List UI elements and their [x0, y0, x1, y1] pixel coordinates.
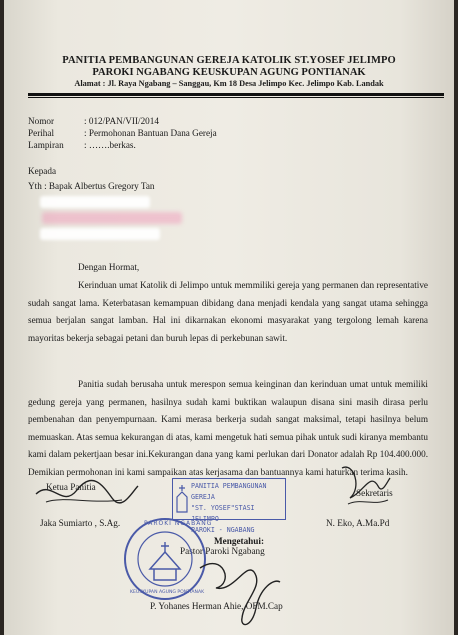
- signature-right-title: Sekretaris: [356, 488, 393, 498]
- letterhead-line2: PAROKI NGABANG KEUSKUPAN AGUNG PONTIANAK: [92, 67, 366, 78]
- recipient-name: Yth : Bapak Albertus Gregory Tan: [28, 181, 155, 191]
- church-icon: [176, 485, 188, 513]
- signature-right-scribble: [334, 458, 394, 510]
- meta-value: : …….berkas.: [84, 140, 136, 150]
- meta-row-perihal: [28, 127, 217, 139]
- signature-center-name: P. Yohanes Herman Ahie, OFM.Cap: [150, 601, 283, 611]
- signature-left-name: Jaka Sumiarto , S.Ag.: [40, 518, 121, 528]
- letter-meta: [28, 115, 217, 151]
- letterhead-address: Alamat : Jl. Raya Ngabang – Sanggau, Km 18 Desa Jelimpo Kec. Jelimpo Kab. Landak: [74, 79, 384, 88]
- signature-left-scribble: [32, 474, 142, 514]
- recipient-kepada: Kepada: [28, 166, 57, 176]
- signature-center-title: Mengetahui:: [214, 536, 265, 546]
- meta-value: : Permohonan Bantuan Dana Gereja: [84, 128, 217, 138]
- meta-row-nomor: [28, 115, 217, 127]
- body-paragraph-2: Panitia sudah berusaha untuk merespon semua keinginan dan kerinduan umat untuk memiliki gedung gereja yang permanen, hasilnya sudah kami buktikan walaupun disana sini masih dirasa perlu pembenahan dan penyempurnaan. Kami merasa berkerja sudah sangat maksimal, tetapi hasilnya belum memuaskan. Atas semua kekurangan di atas, kami mengetuk hati semua pihak untuk sudi kiranya membantu kami dalam pekertjaan besar ini.Kekurangan dana yang kami perlukan dari Donator adalah Rp 104.400.000. Demikian permohonan ini kami sampaikan atas kerjasama dan bantuannya kami haturkan terima kasih.: [28, 379, 428, 477]
- meta-row-lampiran: [28, 139, 217, 151]
- salutation: Dengan Hormat,: [78, 262, 140, 272]
- signature-left-title: Ketua Panitia: [46, 482, 96, 492]
- signature-center-scribble: [194, 548, 284, 634]
- stamp-rect-line3: PAROKI - NGABANG: [191, 526, 255, 534]
- header-rule-thin: [28, 97, 444, 98]
- letter-page: [4, 0, 454, 635]
- stamp-round-top: PAROKI NGABANG: [144, 520, 213, 527]
- meta-value: : 012/PAN/VII/2014: [84, 116, 159, 126]
- stamp-round-bottom: KEUSKUPAN AGUNG PONTIANAK: [130, 590, 205, 595]
- letterhead-line1: PANITIA PEMBANGUNAN GEREJA KATOLIK ST.YOSEF JELIMPO: [62, 55, 396, 66]
- meta-label: Lampiran: [28, 140, 64, 150]
- stamp-rect-line2: "ST. YOSEF"STASI JELIMPO: [191, 504, 255, 523]
- body-paragraph-1: Kerinduan umat Katolik di Jelimpo untuk memmiliki gereja yang permanen dan representative sudah sangat lama. Keterbatasan kemampuan dibidang dana menjadi kendala yang sangat utama sehingga semua berjalan sangat lamban. Hal ini dikarnakan ekonomi masyarakat yang tergolong lemah karena mayoritas bekerja sebagai petani dan buruh lepas di perkebunan sawit.: [28, 280, 428, 343]
- redacted-address-line: [40, 196, 150, 208]
- stamp-rect-line1: PANITIA PEMBANGUNAN GEREJA: [191, 482, 267, 501]
- header-rule-thick: [28, 93, 444, 96]
- redacted-address-line: [42, 212, 182, 224]
- meta-label: Nomor: [28, 116, 55, 126]
- signature-right-name: N. Eko, A.Ma.Pd: [326, 518, 390, 528]
- redacted-address-line: [40, 228, 160, 240]
- meta-label: Perihal: [28, 128, 55, 138]
- signature-center-role: Pastor Paroki Ngabang: [180, 546, 265, 556]
